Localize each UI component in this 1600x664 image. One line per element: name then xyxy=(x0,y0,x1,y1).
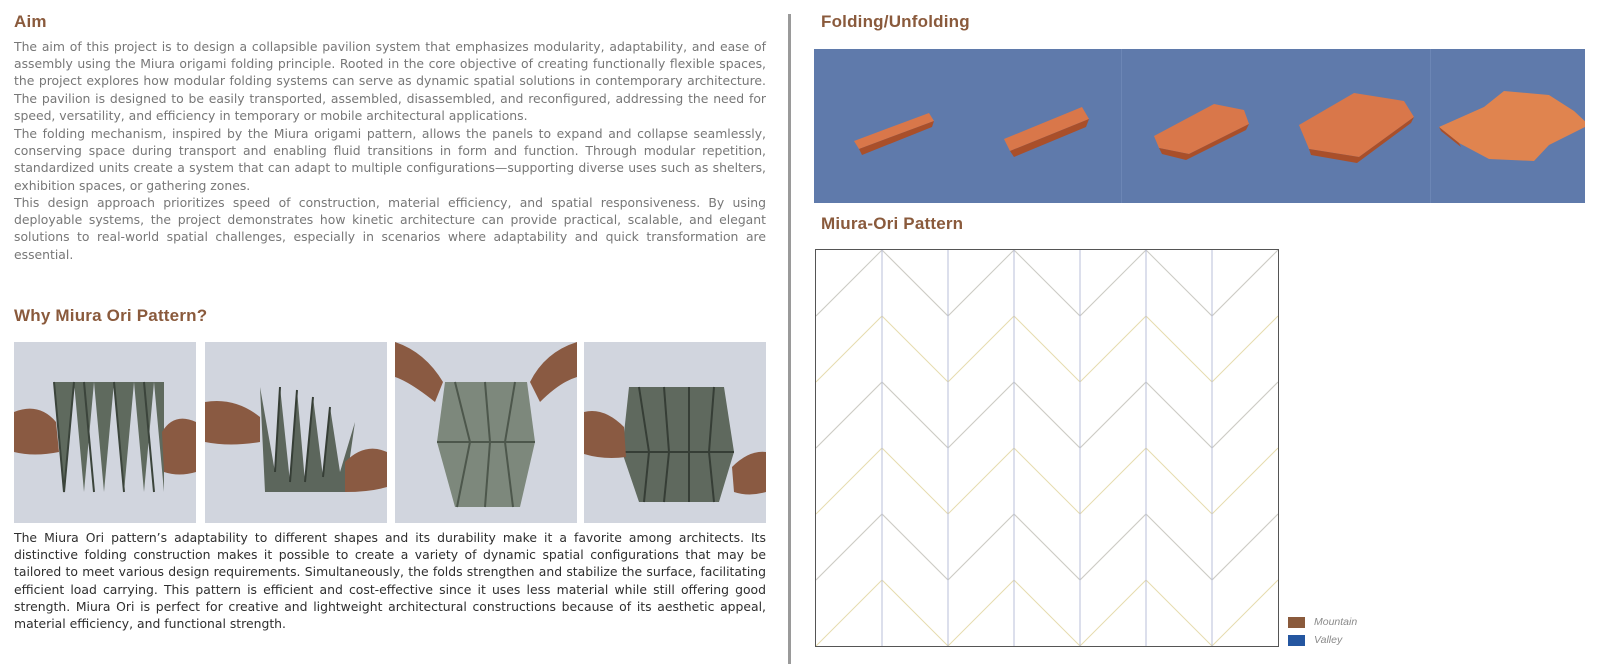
mountain-swatch xyxy=(1288,617,1305,628)
miura-ori-pattern-heading: Miura-Ori Pattern xyxy=(821,214,964,233)
miura-ori-crease-pattern xyxy=(815,249,1279,647)
folded-paper-photo-2 xyxy=(205,342,387,523)
aim-paragraph-2: The folding mechanism, inspired by the Miura origami pattern, allows the panels to expand and collapse seamlessly, conserving space during transport and enabling fluid transitions in form and function. Through modular repetition, standardized units create a system that can adapt to multiple configurations—supporting diverse uses such as shelters, exhibition spaces, or gathering zones. xyxy=(14,126,766,193)
why-miura-paragraph: The Miura Ori pattern’s adaptability to different shapes and its durability make it a favorite among architects. Its distinctive folding construction makes it possible to create a variety of dynamic spatial configurations that may be tailored to meet various design requirements. Simultaneously, the folds strengthen and stabilize the surface, facilitating efficient load carrying. This pattern is efficient and cost-effective since it uses less material while still offering good strength. Miura Ori is perfect for creative and lightweight architectural constructions because of its aesthetic appeal, material efficiency, and functional strength. xyxy=(14,530,766,632)
fold-stage-3 xyxy=(1154,104,1249,160)
legend-mountain xyxy=(1288,616,1357,628)
legend-valley xyxy=(1288,634,1342,646)
fold-stage-1 xyxy=(854,113,934,155)
fold-stage-4 xyxy=(1299,93,1414,163)
valley-swatch xyxy=(1288,635,1305,646)
folded-paper-photo-3 xyxy=(395,342,577,523)
column-divider xyxy=(788,14,791,664)
folded-paper-photo-1 xyxy=(14,342,196,523)
mountain-folds xyxy=(816,250,1278,646)
folding-unfolding-heading: Folding/Unfolding xyxy=(821,12,970,31)
aim-paragraph-1: The aim of this project is to design a collapsible pavilion system that emphasizes modularity, adaptability, and ease of assembly using the Miura origami folding principle. Rooted in the core objective of creating functionally flexible spaces, the project explores how modular folding systems can serve as dynamic spatial solutions in contemporary architecture. The pavilion is designed to be easily transported, assembled, disassembled, and reconfigured, addressing the need for speed, versatility, and efficiency in temporary or mobile architectural applications. xyxy=(14,39,766,123)
why-miura-heading: Why Miura Ori Pattern? xyxy=(14,306,208,325)
folding-sequence-strip xyxy=(814,49,1585,203)
fold-stage-2 xyxy=(1004,107,1089,157)
aim-paragraph-3: This design approach prioritizes speed of construction, material efficiency, and spatial responsiveness. By using deployable systems, the project demonstrates how kinetic architecture can provide practical, scalable, and elegant solutions to real-world spatial challenges, especially in scenarios where adaptability and quick transformation are essential. xyxy=(14,195,766,262)
legend-mountain-label: Mountain xyxy=(1314,616,1358,628)
aim-heading: Aim xyxy=(14,12,47,31)
valley-folds xyxy=(816,250,1278,646)
folded-paper-photo-4 xyxy=(584,342,766,523)
fold-stage-5 xyxy=(1439,91,1585,161)
legend-valley-label: Valley xyxy=(1314,634,1343,646)
